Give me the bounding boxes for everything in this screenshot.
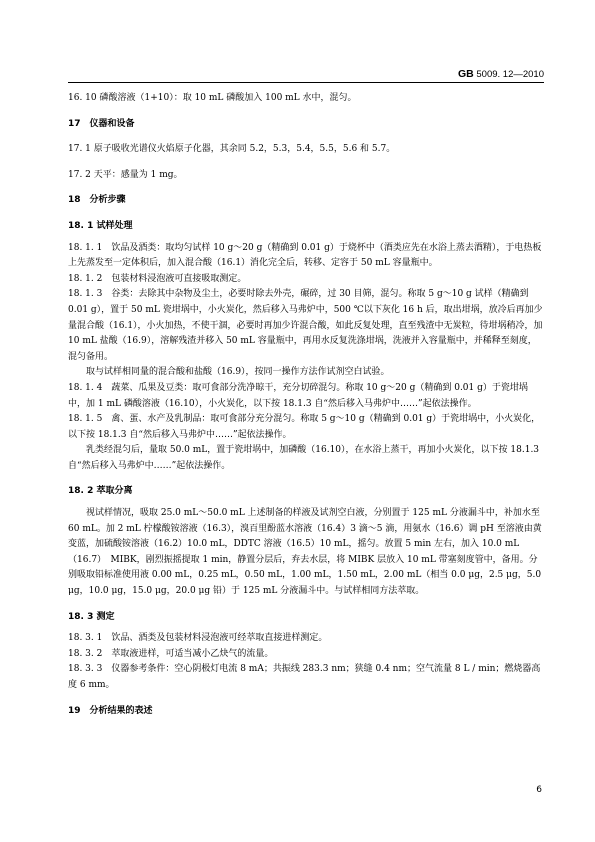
heading-19: 19 分析结果的表述 xyxy=(68,705,153,716)
paragraph-18-1-5: 18. 1. 5 禽、蛋、水产及乳制品：取可食部分充分混匀。称取 5 g～10 g（精确到 0.01 g）于瓷坩埚中，小火炭化，以下按 18.1.3 自“然后移入马弗炉中……”起依法操作。 xyxy=(68,414,541,440)
paragraph-16-10: 16. 10 磷酸溶液（1+10）：取 10 mL 磷酸加入 100 mL 水中，混匀。 xyxy=(68,93,357,103)
paragraph-18-2: 视试样情况，吸取 25.0 mL～50.0 mL 上述制备的样液及试剂空白液，分别置于 125 mL 分液漏斗中，补加水至 60 mL。加 2 mL 柠檬酸铵溶液（16.3），溴百里酚蓝水溶液（16.4）3 滴～5 滴，用氨水（16.6）调 pH 至溶液由黄变蓝，加硫酸铵溶液（16.2）10.0 mL，DDTC 溶液（16.5）10 mL，摇匀。放置 5 min 左右，加入 10.0 mL（16.7） MIBK，剧烈振摇提取 1 min，静置分层后，弃去水层，将 MIBK 层放入 10 mL 带塞刻度管中，备用。分别吸取铅标准使用液 0.00 mL，0.25 mL，0.50 mL，1.00 mL，1.50 mL，2.00 mL（相当 0.0 μg，2.5 μg，5.0 μg，10.0 μg，15.0 μg，20.0 μg 铅）于 125 mL 分液漏斗中。与试样相同方法萃取。 xyxy=(68,508,542,597)
heading-18-2: 18. 2 萃取分离 xyxy=(68,486,133,497)
standard-number: 5009. 12—2010 xyxy=(476,69,544,80)
paragraph-18-1-1: 18. 1. 1 饮品及酒类：取均匀试样 10 g～20 g（精确到 0.01 g）于烧杯中（酒类应先在水浴上蒸去酒精），于电热板上先蒸发至一定体积后，加入混合酸（16.1）消化完全后，转移、定容于 50 mL 容量瓶中。 xyxy=(68,242,542,269)
heading-17: 17 仪器和设备 xyxy=(68,118,135,129)
standard-prefix: GB xyxy=(457,68,474,80)
header-rule xyxy=(68,82,544,83)
heading-18-1: 18. 1 试样处理 xyxy=(68,220,133,231)
paragraph-18-3-3: 18. 3. 3 仪器参考条件：空心阴极灯电流 8 mA；共振线 283.3 nm；狭缝 0.4 nm；空气流量 8 L / min；燃烧器高度 6 mm。 xyxy=(68,664,541,690)
heading-18-3: 18. 3 测定 xyxy=(68,611,115,622)
page-number: 6 xyxy=(536,785,542,795)
paragraph-18-1-3: 18. 1. 3 谷类：去除其中杂物及尘土，必要时除去外壳，碾碎，过 30 目筛，混匀。称取 5 g～10 g 试样（精确到 0.01 g），置于 50 mL 瓷坩埚中，小火炭化，然后移入马弗炉中，500 ℃以下灰化 16 h 后，取出坩埚，放冷后再加少量混合酸（16.1），小火加热，不使干涸，必要时再加少许混合酸，如此反复处理，直至残渣中无炭粒，待坩埚稍冷，加 10 mL 盐酸（16.9），溶解残渣并移入 50 mL 容量瓶中，再用水反复洗涤坩埚，洗液并入容量瓶中，并稀释至刻度，混匀备用。 xyxy=(68,289,543,362)
paragraph-18-1-5-milk: 乳类经混匀后，量取 50.0 mL，置于瓷坩埚中，加磷酸（16.10），在水浴上蒸干，再加小火炭化，以下按 18.1.3 自“然后移入马弗炉中……”起依法操作。 xyxy=(68,445,540,471)
paragraph-18-1-2: 18. 1. 2 包装材料浸泡液可直接吸取测定。 xyxy=(68,273,247,284)
paragraph-17-1: 17. 1 原子吸收光谱仪火焰原子化器，其余同 5.2，5.3，5.4，5.5，5.6 和 5.7。 xyxy=(68,144,396,155)
paragraph-18-1-3-blank: 取与试样相同量的混合酸和盐酸（16.9），按同一操作方法作试剂空白试验。 xyxy=(86,367,390,378)
document-body xyxy=(68,91,544,719)
paragraph-17-2: 17. 2 天平：感量为 1 mg。 xyxy=(68,169,183,180)
paragraph-18-1-4: 18. 1. 4 蔬菜、瓜果及豆类：取可食部分洗净晾干，充分切碎混匀。称取 10 g～20 g（精确到 0.01 g）于瓷坩埚中，加 1 mL 磷酸溶液（16.10），小火炭化，以下按 18.1.3 自“然后移入马弗炉中……”起依法操作。 xyxy=(68,382,528,409)
paragraph-18-3-2: 18. 3. 2 萃取液进样，可适当减小乙炔气的流量。 xyxy=(68,648,274,659)
paragraph-18-3-1: 18. 3. 1 饮品、酒类及包装材料浸泡液可经萃取直接进样测定。 xyxy=(68,633,328,644)
standard-header xyxy=(458,68,544,80)
heading-18: 18 分析步骤 xyxy=(68,195,126,206)
